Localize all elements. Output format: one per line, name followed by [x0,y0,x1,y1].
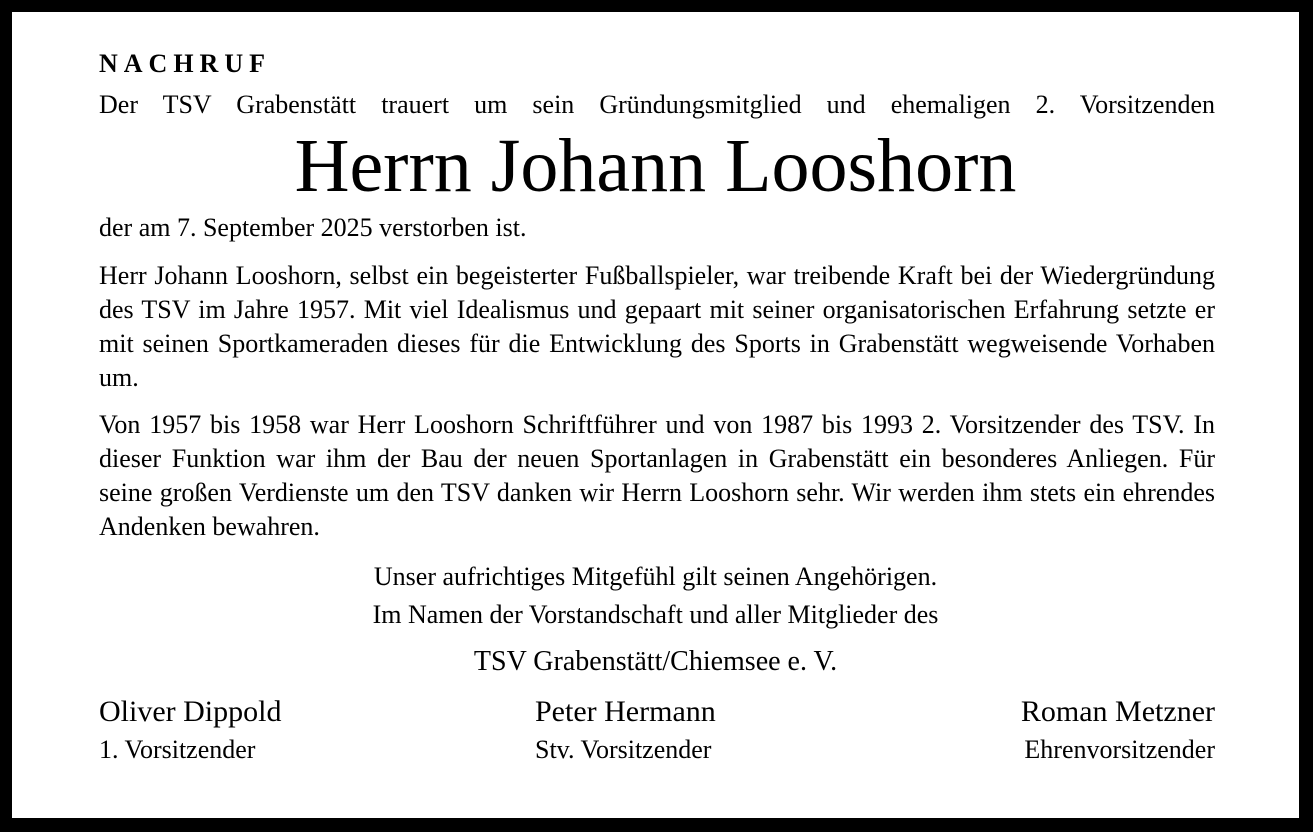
obituary-notice [12,12,1299,818]
death-date-line: der am 7. September 2025 verstorben ist. [99,213,527,242]
paragraph-merits: Von 1957 bis 1958 war Herr Looshorn Schriftführer und von 1987 bis 1993 2. Vorsitzender des TSV. In dieser Funktion war ihm der Bau der neuen Sportanlagen in Grabenstätt ein besonderes Anliegen. Für seine großen Verdienste um den TSV danken wir Herrn Looshorn sehr. Wir werden ihm stets ein ehrendes Andenken bewahren. [99,410,1215,541]
intro-line: Der TSV Grabenstätt trauert um sein Gründungsmitglied und ehemaligen 2. Vorsitzenden [99,90,1215,119]
club-name: TSV Grabenstätt/Chiemsee e. V. [473,646,838,677]
deceased-name: Herrn Johann Looshorn [294,124,1017,208]
paragraph-biography: Herr Johann Looshorn, selbst ein begeisterter Fußballspieler, war treibende Kraft bei der Wiedergründung des TSV im Jahre 1957. Mit viel Idealismus und gepaart mit seiner organisatorischen Erfahrung setzte er mit seinen Sportkameraden dieses für die Entwicklung des Sports in Grabenstätt wegweisende Vorhaben um. [99,261,1215,392]
signatory-name: Peter Hermann [535,695,716,728]
condolence-line: Unser aufrichtiges Mitgefühl gilt seinen Angehörigen. [373,562,938,591]
signatory-role: Stv. Vorsitzender [535,735,712,764]
on-behalf-line: Im Namen der Vorstandschaft und aller Mitglieder des [372,600,939,629]
signatory-role: Ehrenvorsitzender [1024,735,1215,764]
notice-heading: NACHRUF [99,49,271,78]
signatory-name: Roman Metzner [1020,695,1215,728]
signatory-role: 1. Vorsitzender [99,735,256,764]
signatory-name: Oliver Dippold [99,695,282,728]
